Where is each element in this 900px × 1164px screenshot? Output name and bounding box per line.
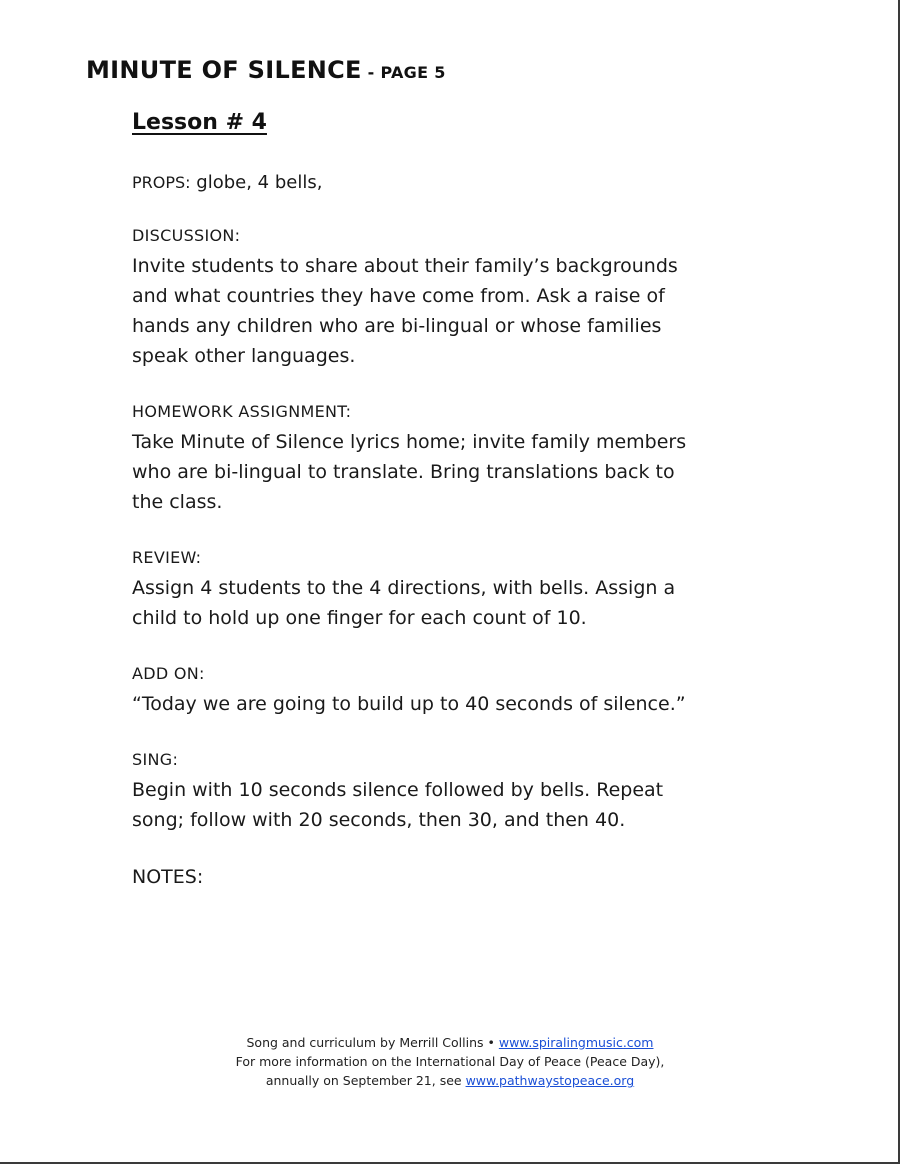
section-body: [132, 689, 792, 719]
page-number: - PAGE 5: [361, 63, 446, 82]
section-label: HOMEWORK ASSIGNMENT:: [132, 402, 352, 421]
lesson-content: [132, 172, 792, 888]
body-line: hands any children who are bi-lingual or whose families: [132, 315, 662, 337]
section-body: [132, 427, 792, 517]
props-label: PROPS:: [132, 173, 191, 192]
section-body: [132, 251, 792, 371]
spiralingmusic-link[interactable]: www.spiralingmusic.com: [498, 1035, 654, 1050]
body-line: Invite students to share about their family’s backgrounds: [132, 255, 678, 277]
body-line: and what countries they have come from. Ask a raise of: [132, 285, 665, 307]
body-line: song; follow with 20 seconds, then 30, and then 40.: [132, 809, 626, 831]
document-title: MINUTE OF SILENCE: [86, 56, 362, 84]
footer-credits-text: Song and curriculum by Merrill Collins •: [246, 1035, 499, 1050]
footer-line-credits: [0, 1033, 900, 1052]
body-line: Take Minute of Silence lyrics home; invite family members: [132, 431, 687, 453]
footer-line-date: [0, 1071, 900, 1090]
body-line: the class.: [132, 491, 223, 513]
body-line: Begin with 10 seconds silence followed by bells. Repeat: [132, 779, 664, 801]
body-line: “Today we are going to build up to 40 seconds of silence.”: [132, 693, 686, 715]
section-homework: [132, 402, 792, 517]
props-line: [132, 172, 792, 193]
pathwaystopeace-link[interactable]: www.pathwaystopeace.org: [465, 1073, 635, 1088]
lesson-title: Lesson # 4: [132, 110, 267, 135]
section-label: ADD ON:: [132, 664, 205, 683]
props-value: globe, 4 bells,: [190, 172, 323, 193]
body-line: Assign 4 students to the 4 directions, with bells. Assign a: [132, 577, 676, 599]
footer-date-text: annually on September 21, see: [265, 1073, 466, 1088]
body-line: child to hold up one finger for each count of 10.: [132, 607, 587, 629]
page-header: [86, 56, 446, 84]
section-add-on: [132, 664, 792, 719]
section-discussion: [132, 226, 792, 371]
section-label: DISCUSSION:: [132, 226, 241, 245]
section-label: SING:: [132, 750, 179, 769]
section-review: [132, 548, 792, 633]
page-footer: [0, 1033, 900, 1090]
body-line: who are bi-lingual to translate. Bring translations back to: [132, 461, 675, 483]
section-body: [132, 775, 792, 835]
footer-line-info: For more information on the International Day of Peace (Peace Day),: [235, 1054, 665, 1069]
notes-label: NOTES:: [132, 866, 204, 888]
body-line: speak other languages.: [132, 345, 356, 367]
section-sing: [132, 750, 792, 835]
section-body: [132, 573, 792, 633]
section-label: REVIEW:: [132, 548, 202, 567]
